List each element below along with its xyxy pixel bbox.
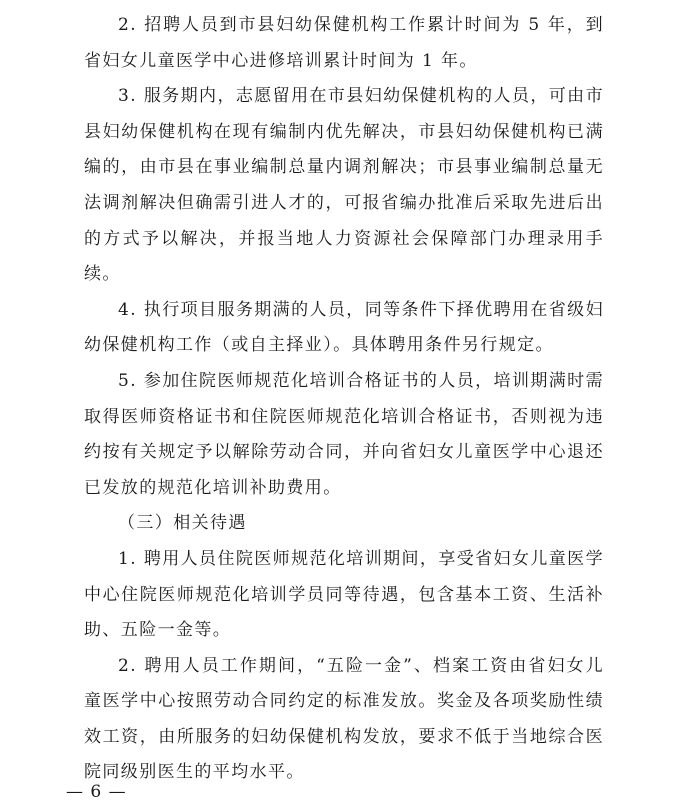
page-number: — 6 —: [66, 782, 127, 802]
paragraph-treatment-1: 1. 聘用人员住院医师规范化培训期间，享受省妇女儿童医学中心住院医师规范化培训学员同等待遇，包含基本工资、生活补助、五险一金等。: [84, 548, 604, 641]
document-body: [84, 8, 604, 791]
paragraph-item-2: 2. 招聘人员到市县妇幼保健机构工作累计时间为 5 年，到省妇女儿童医学中心进修培训累计时间为 1 年。: [84, 15, 604, 71]
paragraph-item-3: 3. 服务期内，志愿留用在市县妇幼保健机构的人员，可由市县妇幼保健机构在现有编制内优先解决，市县妇幼保健机构已满编的，由市县在事业编制总量内调剂解决；市县事业编制总量无法调剂解决但确需引进人才的，可报省编办批准后采取先进后出的方式予以解决，并报当地人力资源社会保障部门办理录用手续。: [84, 86, 604, 285]
section-heading: （三）相关待遇: [118, 513, 247, 534]
paragraph-treatment-2: 2. 聘用人员工作期间，“五险一金”、档案工资由省妇女儿童医学中心按照劳动合同约定的标准发放。奖金及各项奖励性绩效工资，由所服务的妇幼保健机构发放，要求不低于当地综合医院同级别医生的平均水平。: [84, 655, 604, 783]
paragraph-item-4: 4. 执行项目服务期满的人员，同等条件下择优聘用在省级妇幼保健机构工作（或自主择业）。具体聘用条件另行规定。: [84, 299, 604, 356]
paragraph-item-5: 5. 参加住院医师规范化培训合格证书的人员，培训期满时需取得医师资格证书和住院医师规范化培训合格证书，否则视为违约按有关规定予以解除劳动合同，并向省妇女儿童医学中心退还已发放的规范化培训补助费用。: [84, 370, 604, 498]
